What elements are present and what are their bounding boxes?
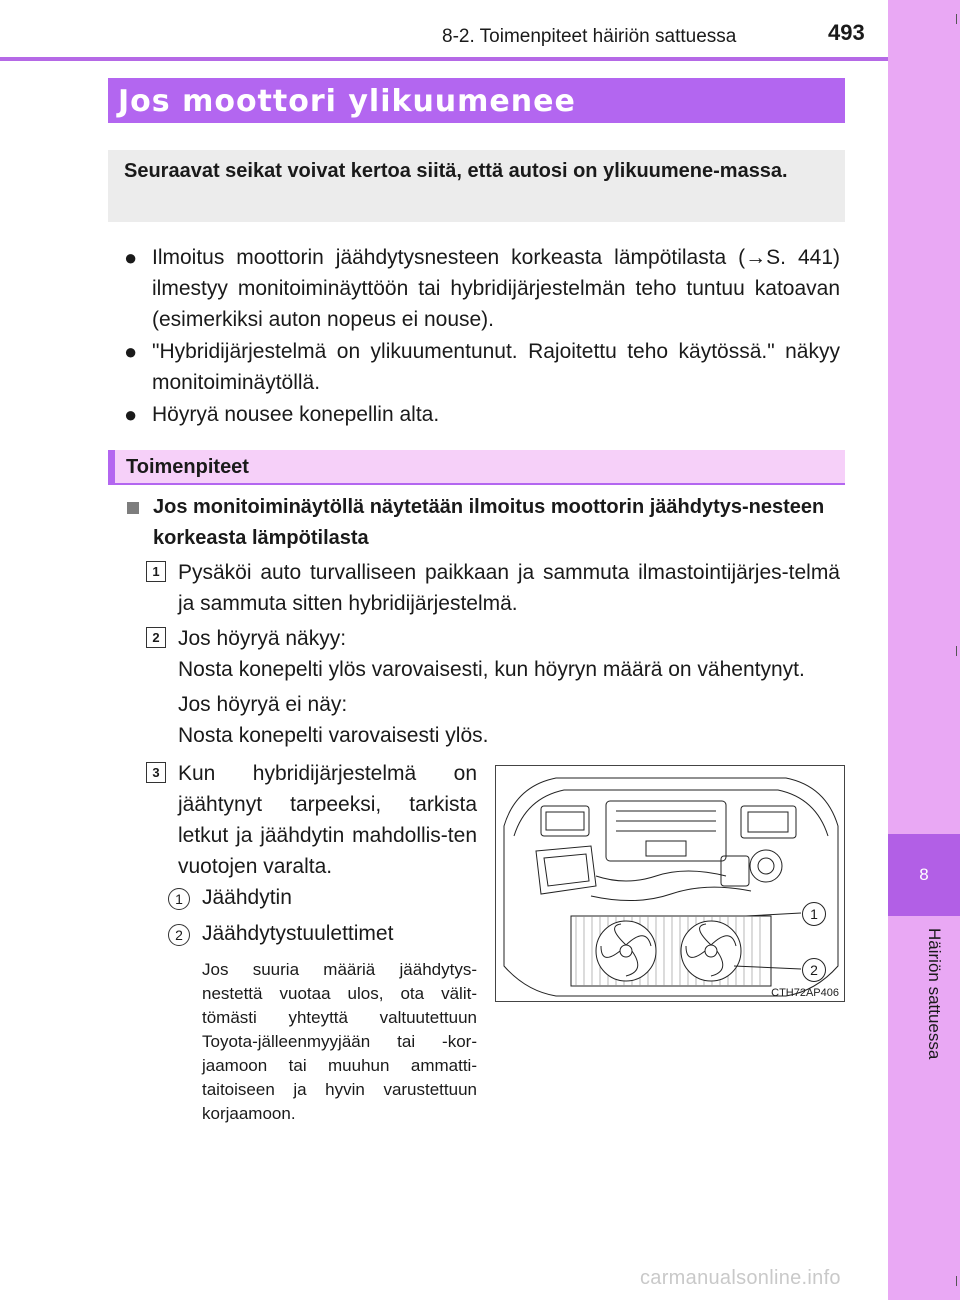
bullet-item [124,399,840,430]
engine-bay-illustration [495,765,845,1002]
step-number-3: 3 [146,762,166,783]
part-label-cooling-fans: Jäähdytystuulettimet [202,922,394,945]
step-3-text: Kun hybridijärjestelmä on jäähtynyt tarpeeksi, tarkista letkut ja jäähdytin mahdollis-ten vuotojen varalta. [178,762,477,878]
page-number: 493 [828,20,865,45]
header-divider [0,57,888,61]
step-2-line: Nosta konepelti varovaisesti ylös. [178,724,489,747]
crop-mark [956,646,957,656]
figure-code: CTH72AP406 [771,987,839,999]
bullet-icon: ● [124,402,138,427]
page-title: Jos moottori ylikuumenee [118,84,576,119]
subheading-text: Jos monitoiminäytöllä näytetään ilmoitus moottorin jäähdytys-nesteen korkeasta lämpötilasta [153,496,825,549]
step-number-2: 2 [146,627,166,648]
heading-accent [108,450,115,485]
crop-mark [956,1276,957,1286]
callout-2: 2 [802,958,826,982]
bullet-item [124,242,840,335]
step-2-line: Jos höyryä ei näy: [178,693,348,716]
crop-mark [956,14,957,24]
part-label-radiator: Jäähdytin [202,886,292,909]
bullet-text: Ilmoitus moottorin jäähdytysnesteen korkeasta lämpötilasta (→S. 441) ilmestyy monitoiminäyttöön tai hybridijärjestelmän teho tuntuu katoavan (esimerkiksi auton nopeus ei nouse). [152,246,840,331]
section-banner [108,78,845,123]
section-heading: Toimenpiteet [126,456,249,478]
bullet-item [124,336,840,398]
watermark: carmanualsonline.info [640,1267,841,1289]
section-header-title: 8-2. Toimenpiteet häiriön sattuessa [442,26,737,47]
section-heading-bar [108,450,845,485]
bullet-icon: ● [124,245,138,270]
step-2-line: Nosta konepelti ylös varovaisesti, kun höyryn määrä on vähentynyt. [178,658,805,681]
intro-box [108,150,845,222]
chapter-label: Häiriön sattuessa [925,928,944,1060]
bullet-text: Höyryä nousee konepellin alta. [152,403,440,426]
step-2-line: Jos höyryä näkyy: [178,627,347,650]
warning-note: Jos suuria määriä jäähdytys-nestettä vuotaa ulos, ota välit-tömästi yhteyttä valtuutettuun Toyota-jälleenmyyjään tai -kor-jaamoon tai muuhun ammatti-taitoiseen ja hyvin varustettuun korjaamoon. [202,960,477,1123]
subheading [127,492,840,554]
callout-1: 1 [802,902,826,926]
part-number-2: 2 [168,924,190,946]
intro-text: Seuraavat seikat voivat kertoa siitä, että autosi on ylikuumene-massa. [124,160,788,182]
step-1-text: Pysäköi auto turvalliseen paikkaan ja sammuta ilmastointijärjes-telmä ja sammuta sitten hybridijärjestelmä. [178,561,840,615]
chapter-side-strip [888,0,960,1300]
chapter-number-tab[interactable]: 8 [888,834,960,916]
bullet-icon: ● [124,339,138,364]
bullet-text: "Hybridijärjestelmä on ylikuumentunut. Rajoitettu teho käytössä." näkyy monitoiminäytöllä. [152,340,840,394]
part-number-1: 1 [168,888,190,910]
engine-bay-drawing [496,766,845,1002]
step-number-1: 1 [146,561,166,582]
square-bullet-icon [127,502,139,514]
